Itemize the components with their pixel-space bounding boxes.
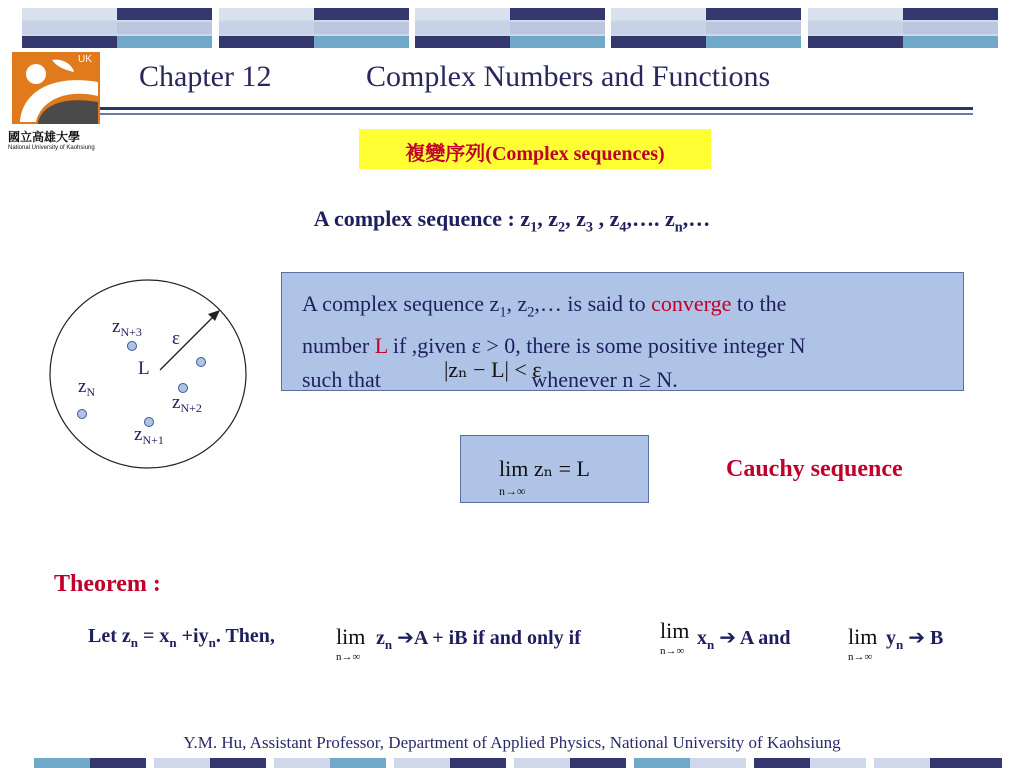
band-segment [90, 758, 146, 768]
band-segment [514, 758, 570, 768]
sequence-term: $z_1$, [520, 206, 549, 236]
title-divider [100, 107, 973, 110]
band-block [22, 8, 212, 48]
theorem-statement: Let $z_n = x_n +iy_n$. Then, [88, 625, 275, 650]
title-divider-secondary [100, 113, 973, 115]
logo-name-english: National University of Kaohsiung [8, 145, 95, 151]
chapter-label: Chapter 12 [139, 60, 272, 93]
band-segment [394, 758, 450, 768]
right-arrow-icon: ➔ [397, 625, 414, 649]
epsilon-condition-formula: |zₙ − L| < ε [444, 357, 542, 382]
theorem-lim-3: lim [848, 624, 878, 649]
band-segment [274, 758, 330, 768]
theorem-lim-2: lim [660, 618, 690, 643]
neighborhood-diagram [48, 278, 268, 478]
cauchy-sequence-label: Cauchy sequence [726, 456, 903, 482]
band-segment [810, 758, 866, 768]
band-block [611, 8, 801, 48]
theorem-statement-part4: $y_n$ ➔ B [886, 625, 944, 652]
band-segment [930, 758, 1002, 768]
convergence-definition-box [281, 272, 964, 391]
band-block [415, 8, 605, 48]
theorem-statement-part2: $z_n$ ➔A + iB if and only if [376, 625, 581, 652]
label-zN2: $z_{N+2}$ [172, 392, 202, 415]
band-segment [570, 758, 626, 768]
label-limit-L: L [138, 358, 150, 379]
sequence-definition-line [0, 206, 1024, 236]
label-zN1: $z_{N+1}$ [134, 424, 164, 447]
logo-badge-text: UK [78, 54, 92, 65]
label-zN3: $z_{N+3}$ [112, 316, 142, 339]
sequence-term: $z_n,\dots$ [665, 206, 711, 236]
band-segment [754, 758, 810, 768]
right-arrow-icon: ➔ [908, 625, 925, 649]
sequence-point [197, 358, 206, 367]
sequence-prefix: A complex sequence : [313, 206, 521, 231]
band-segment [874, 758, 930, 768]
label-epsilon: ε [172, 328, 180, 349]
definition-text: A complex sequence $z_1$, $z_2,\dots$ is said to converge to the number L if ,given ε > 0, there is some positive integer N such that whenever n ≥ N. [302, 291, 806, 393]
band-segment [690, 758, 746, 768]
bottom-decorative-band [34, 758, 1002, 768]
footer-credit: Y.M. Hu, Assistant Professor, Department of Applied Physics, National University of Kaohsiung [183, 733, 841, 752]
limit-formula: lim zₙ = L [499, 456, 590, 481]
limit-L-term: L [374, 333, 388, 359]
university-logo [8, 52, 104, 156]
band-block [808, 8, 998, 48]
band-segment [634, 758, 690, 768]
right-arrow-icon: ➔ [719, 625, 736, 649]
band-segment [154, 758, 210, 768]
sequence-point [78, 410, 87, 419]
band-segment [450, 758, 506, 768]
sequence-term: $z_4,\dots$. [609, 206, 665, 236]
theorem-statement-part3: $x_n$ ➔ A and [697, 625, 791, 652]
section-heading: 複變序列(Complex sequences) [405, 143, 665, 165]
theorem-heading: Theorem : [54, 571, 161, 597]
band-segment [210, 758, 266, 768]
theorem-lim-1-subscript: n→∞ [336, 651, 361, 663]
radius-arrow [160, 314, 216, 370]
label-zN: $z_N$ [78, 376, 96, 399]
top-decorative-band [22, 8, 1002, 48]
logo-name-chinese: 國立高雄大學 [8, 130, 81, 144]
band-segment [330, 758, 386, 768]
page-title: Complex Numbers and Functions [366, 60, 771, 93]
theorem-lim-3-subscript: n→∞ [848, 651, 873, 663]
sequence-term: $z_3$ , [576, 206, 610, 236]
sequence-term: $z_2$, [548, 206, 577, 236]
limit-formula-box [460, 435, 649, 503]
band-block [219, 8, 409, 48]
sequence-point [145, 418, 154, 427]
limit-subscript: n→∞ [499, 484, 526, 498]
converge-term: converge [651, 291, 732, 316]
band-segment [34, 758, 90, 768]
theorem-lim-1: lim [336, 624, 366, 649]
section-heading-box [359, 129, 711, 169]
theorem-lim-2-subscript: n→∞ [660, 645, 685, 657]
sequence-point [128, 342, 137, 351]
